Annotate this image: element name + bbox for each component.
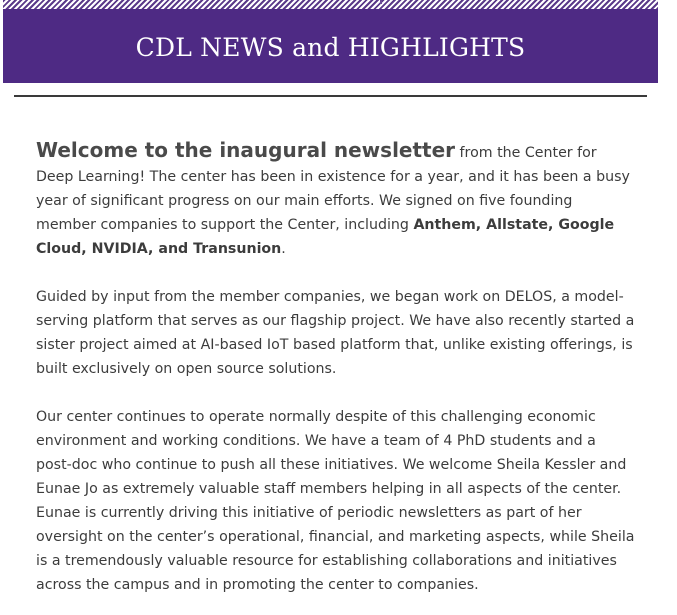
section-divider bbox=[14, 95, 647, 97]
decorative-top-strip bbox=[3, 0, 658, 9]
delos-paragraph: Guided by input from the member companies, we began work on DELOS, a model-serving platform that serves as our flagship project. We have also recently started a sister project aimed at AI-based IoT based platform that, unlike existing offerings, is built exclusively on open source solutions. bbox=[36, 289, 635, 377]
newsletter-body bbox=[36, 138, 636, 615]
top-notch-marker bbox=[380, 0, 382, 4]
team-paragraph: Our center continues to operate normally despite of this challenging economic environment and working conditions. We have a team of 4 PhD students and a post-doc who continue to push all these initiatives. We welcome Sheila Kessler and Eunae Jo as extremely valuable staff members helping in all aspects of the center. Eunae is currently driving this initiative of periodic newsletters as part of her oversight on the center’s operational, financial, and marketing aspects, while Sheila is a tremendously valuable resource for establishing collaborations and initiatives across the campus and in promoting the center to companies. bbox=[36, 409, 635, 593]
newsletter-header bbox=[3, 9, 658, 83]
intro-text: from the Center for Deep Learning! The center has been in existence for a year, and it has been a busy year of significant progress on our main efforts. We signed on five founding member companies to support the Center, including bbox=[36, 145, 630, 233]
member-companies: Anthem, Allstate, Google Cloud, NVIDIA, and Transunion bbox=[36, 217, 615, 257]
newsletter-title: CDL NEWS and HIGHLIGHTS bbox=[135, 32, 526, 62]
intro-lead-heading: Welcome to the inaugural newsletter bbox=[36, 138, 456, 162]
intro-text-end: . bbox=[281, 241, 286, 257]
intro-paragraph bbox=[36, 138, 636, 261]
